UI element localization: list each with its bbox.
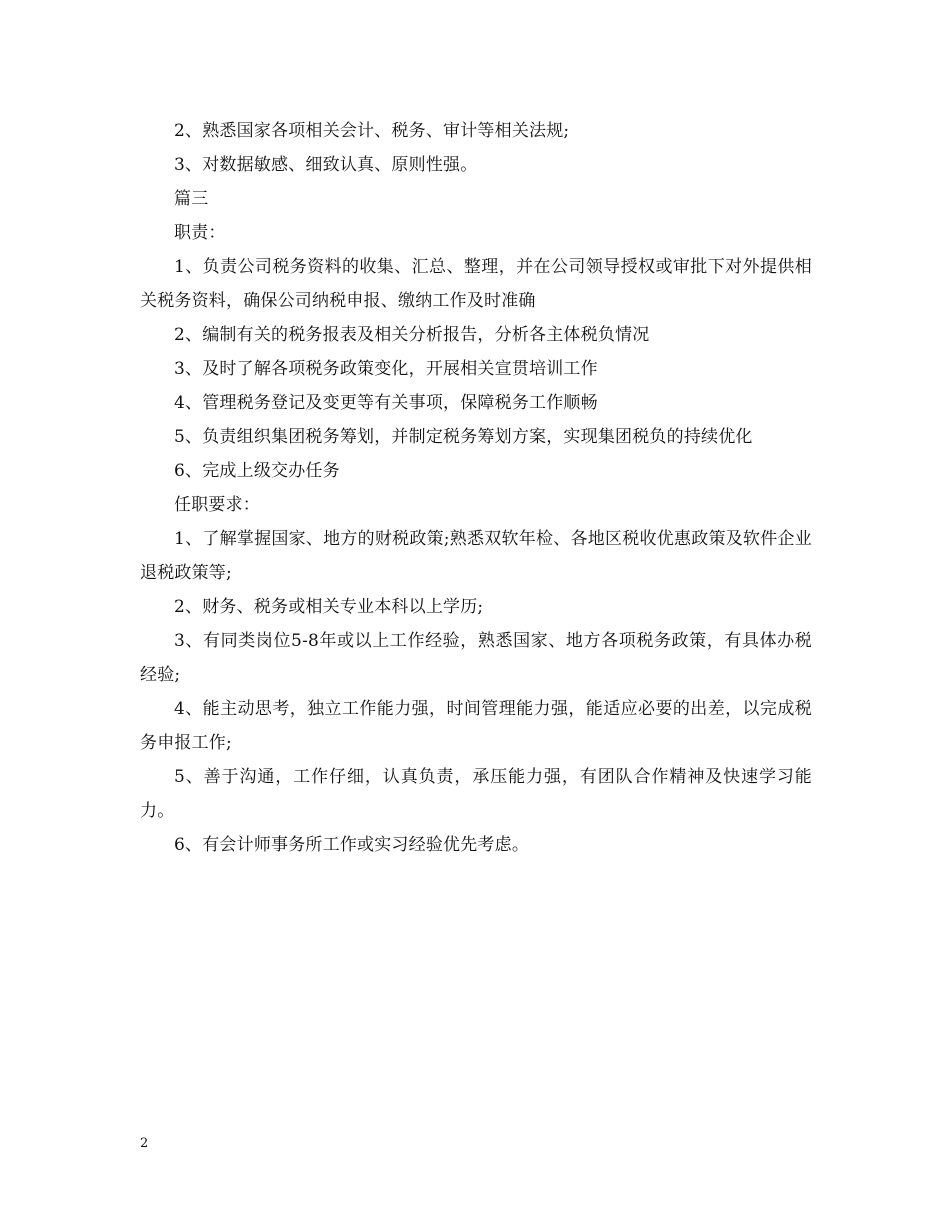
paragraph: 6、完成上级交办任务 xyxy=(174,461,340,481)
paragraph: 2、熟悉国家各项相关会计、税务、审计等相关法规; xyxy=(174,121,570,141)
page-number: 2 xyxy=(140,1136,149,1151)
paragraph: 2、编制有关的税务报表及相关分析报告，分析各主体税负情况 xyxy=(174,325,650,345)
paragraph: 3、及时了解各项税务政策变化，开展相关宣贯培训工作 xyxy=(174,359,598,379)
subheading-duties: 职责： xyxy=(174,223,226,243)
subheading-requirements: 任职要求： xyxy=(174,495,260,515)
section-heading: 篇三 xyxy=(174,189,209,209)
paragraph: 1、负责公司税务资料的收集、汇总、整理，并在公司领导授权或审批下对外提供相关税务资料，确保公司纳税申报、缴纳工作及时准确 xyxy=(140,257,812,311)
paragraph: 6、有会计师事务所工作或实习经验优先考虑。 xyxy=(174,835,530,855)
paragraph: 5、负责组织集团税务筹划，并制定税务筹划方案，实现集团税负的持续优化 xyxy=(174,427,753,447)
document-body xyxy=(140,114,812,862)
paragraph: 2、财务、税务或相关专业本科以上学历; xyxy=(174,597,484,617)
paragraph: 5、善于沟通，工作仔细，认真负责，承压能力强，有团队合作精神及快速学习能力。 xyxy=(140,767,812,821)
paragraph: 3、有同类岗位5-8年或以上工作经验，熟悉国家、地方各项税务政策，有具体办税经验; xyxy=(140,631,812,685)
paragraph: 3、对数据敏感、细致认真、原则性强。 xyxy=(174,155,478,175)
paragraph: 1、了解掌握国家、地方的财税政策;熟悉双软年检、各地区税收优惠政策及软件企业退税政策等; xyxy=(140,529,812,583)
paragraph: 4、能主动思考，独立工作能力强，时间管理能力强，能适应必要的出差，以完成税务申报工作; xyxy=(140,699,812,753)
paragraph: 4、管理税务登记及变更等有关事项，保障税务工作顺畅 xyxy=(174,393,598,413)
